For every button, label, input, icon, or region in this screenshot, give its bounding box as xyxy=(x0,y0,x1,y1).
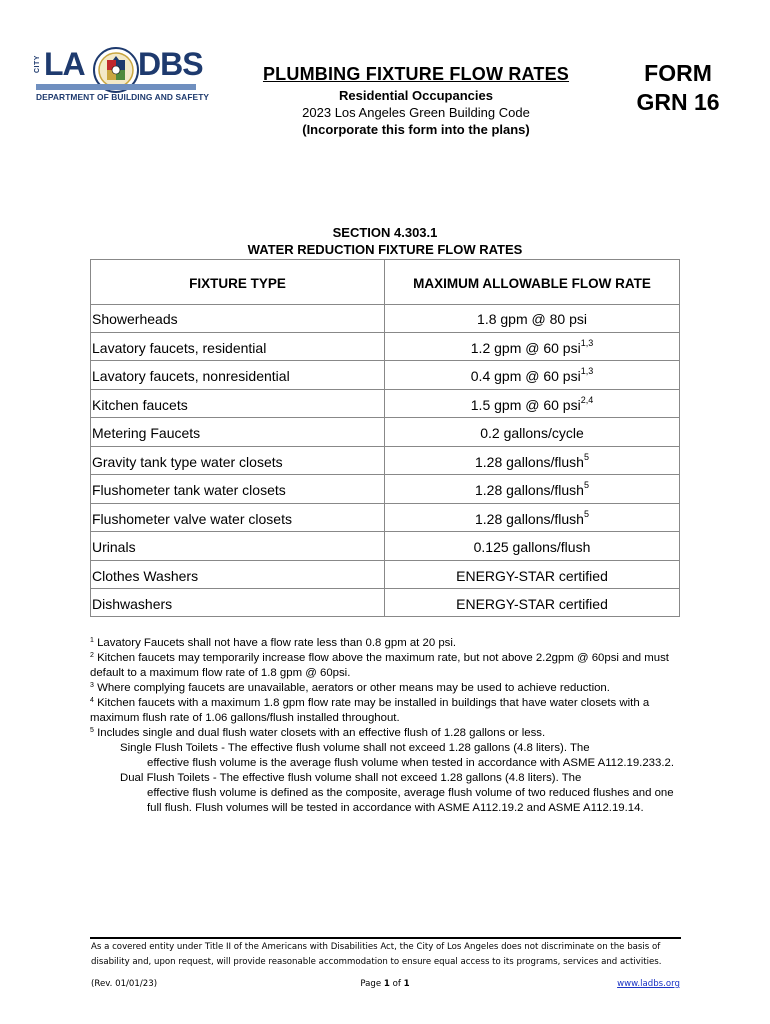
fixture-cell: Urinals xyxy=(92,539,136,555)
flow-rate-cell xyxy=(385,418,679,446)
table-row xyxy=(91,447,679,476)
website-link[interactable]: www.ladbs.org xyxy=(617,979,680,989)
flow-rate-cell xyxy=(385,447,679,475)
logo-bar xyxy=(36,84,196,90)
table-row xyxy=(91,333,679,362)
footnote-5 xyxy=(90,726,690,741)
form-title: PLUMBING FIXTURE FLOW RATES xyxy=(262,64,570,84)
flow-rate-value: 1.28 gallons/flush xyxy=(475,482,584,498)
ada-statement: As a covered entity under Title II of the Americans with Disabilities Act, the City of Los Angeles does not discriminate on the basis of disability and, upon request, will provide reasonable accommodation to ensure equal access to its programs, services and activities. xyxy=(91,942,662,967)
single-flush-body: effective flush volume is the average flush volume when tested in accordance with ASME A112.19.233.2. xyxy=(147,757,675,769)
footnote-1 xyxy=(90,636,690,651)
logo-la-text: LA xyxy=(44,46,85,82)
footnotes xyxy=(90,636,690,816)
footnote-reference: 1,3 xyxy=(580,337,594,348)
table-header-row xyxy=(91,260,679,305)
footnote-mark: 3 xyxy=(90,682,94,689)
table-row xyxy=(91,418,679,447)
dual-flush-body: effective flush volume is defined as the composite, average flush volume of two reduced flushes and one full flush. Flush volumes will be tested in accordance with ASME A112.19.2 and ASME A112.19.14. xyxy=(147,787,674,814)
footnote-text: Lavatory Faucets shall not have a flow rate less than 0.8 gpm at 20 psi. xyxy=(93,637,457,649)
page-number xyxy=(340,979,430,989)
table-row xyxy=(91,304,679,333)
flow-rate-table xyxy=(90,259,680,617)
table-row xyxy=(91,532,679,561)
table-row xyxy=(91,589,679,618)
fixture-cell: Showerheads xyxy=(92,311,178,327)
footnote-reference: 5 xyxy=(583,480,589,490)
logo-city-text: CITY xyxy=(34,55,41,73)
form-number: GRN 16 xyxy=(636,89,720,115)
page-total: 1 xyxy=(403,979,410,989)
fixture-cell: Flushometer valve water closets xyxy=(92,510,292,527)
page-prefix: Page xyxy=(360,979,384,989)
footnote-3 xyxy=(90,681,690,696)
fixture-cell: Dishwashers xyxy=(92,596,173,612)
flow-rate-value: 1.2 gpm @ 60 psi xyxy=(470,339,581,356)
footnote-2 xyxy=(90,651,690,681)
footnote-mark: 5 xyxy=(90,727,94,734)
table-row xyxy=(91,361,679,390)
flow-rate-value: 1.8 gpm @ 80 psi xyxy=(477,311,587,327)
table-row xyxy=(91,475,679,504)
fixture-cell: Clothes Washers xyxy=(92,567,199,584)
footnote-text: Includes single and dual flush water closets with an effective flush of 1.28 gallons or less. xyxy=(93,727,546,739)
flow-rate-value: 1.5 gpm @ 60 psi xyxy=(470,396,581,413)
flow-rate-cell xyxy=(385,390,679,418)
page-current: 1 xyxy=(383,979,390,989)
form-label: FORM xyxy=(644,60,712,86)
flow-rate-value: ENERGY-STAR certified xyxy=(456,596,608,612)
footnote-reference: 5 xyxy=(583,508,589,519)
section-heading: WATER REDUCTION FIXTURE FLOW RATES xyxy=(247,242,523,257)
instruction-subtitle: (Incorporate this form into the plans) xyxy=(302,122,530,137)
fixture-cell: Kitchen faucets xyxy=(92,396,188,413)
footnote-text: Where complying faucets are unavailable, aerators or other means may be used to achieve reduction. xyxy=(93,682,610,694)
ladbs-logo xyxy=(34,46,210,104)
logo-dbs-text: DBS xyxy=(138,46,203,82)
flow-rate-cell xyxy=(385,361,679,389)
code-subtitle: 2023 Los Angeles Green Building Code xyxy=(302,105,530,120)
flow-rate-cell xyxy=(385,504,679,532)
footnote-reference: 5 xyxy=(583,451,589,462)
footnote-4 xyxy=(90,696,690,726)
revision-date: (Rev. 01/01/23) xyxy=(91,979,158,989)
logo-department-text: DEPARTMENT OF BUILDING AND SAFETY xyxy=(36,92,210,102)
flow-rate-cell xyxy=(385,532,679,560)
footer-divider xyxy=(90,937,681,939)
table-row xyxy=(91,561,679,590)
footnote-mark: 2 xyxy=(90,652,94,659)
footnote-mark: 1 xyxy=(90,637,94,644)
flow-rate-value: 0.4 gpm @ 60 psi xyxy=(470,368,581,384)
flow-rate-cell xyxy=(385,304,679,332)
fixture-cell: Lavatory faucets, residential xyxy=(92,339,267,356)
section-number: SECTION 4.303.1 xyxy=(332,225,438,240)
flow-rate-value: ENERGY-STAR certified xyxy=(456,567,608,584)
fixture-cell: Metering Faucets xyxy=(92,425,201,441)
flow-rate-value: 0.125 gallons/flush xyxy=(473,539,591,555)
flow-rate-cell xyxy=(385,589,679,617)
footnote-reference: 2,4 xyxy=(580,394,594,405)
occupancy-subtitle: Residential Occupancies xyxy=(339,88,493,103)
header-max-flow-rate: MAXIMUM ALLOWABLE FLOW RATE xyxy=(413,276,651,291)
flow-rate-cell xyxy=(385,475,679,503)
flow-rate-cell xyxy=(385,561,679,589)
footnote-mark: 4 xyxy=(90,697,94,704)
fixture-cell: Gravity tank type water closets xyxy=(92,453,283,470)
footnote-reference: 1,3 xyxy=(580,366,594,376)
single-flush-heading: Single Flush Toilets - The effective flush volume shall not exceed 1.28 gallons (4.8 liters). The xyxy=(120,742,590,754)
flow-rate-value: 1.28 gallons/flush xyxy=(475,453,584,470)
table-row xyxy=(91,390,679,419)
flow-rate-value: 0.2 gallons/cycle xyxy=(480,425,584,441)
header-fixture-type: FIXTURE TYPE xyxy=(189,276,286,291)
fixture-cell: Lavatory faucets, nonresidential xyxy=(92,368,290,384)
flow-rate-value: 1.28 gallons/flush xyxy=(475,510,584,527)
table-row xyxy=(91,504,679,533)
page-of: of xyxy=(389,979,404,989)
footnote-text: Kitchen faucets with a maximum 1.8 gpm flow rate may be installed in buildings that have water closets with a maximum flush rate of 1.06 gallons/flush installed throughout. xyxy=(90,697,650,724)
flow-rate-cell xyxy=(385,333,679,361)
dual-flush-heading: Dual Flush Toilets - The effective flush volume shall not exceed 1.28 gallons (4.8 liters). The xyxy=(120,772,582,784)
fixture-cell: Flushometer tank water closets xyxy=(92,482,286,498)
footnote-text: Kitchen faucets may temporarily increase flow above the maximum rate, but not above 2.2gpm @ 60psi and must default to a maximum flow rate of 1.8 gpm @ 60psi. xyxy=(90,652,669,679)
